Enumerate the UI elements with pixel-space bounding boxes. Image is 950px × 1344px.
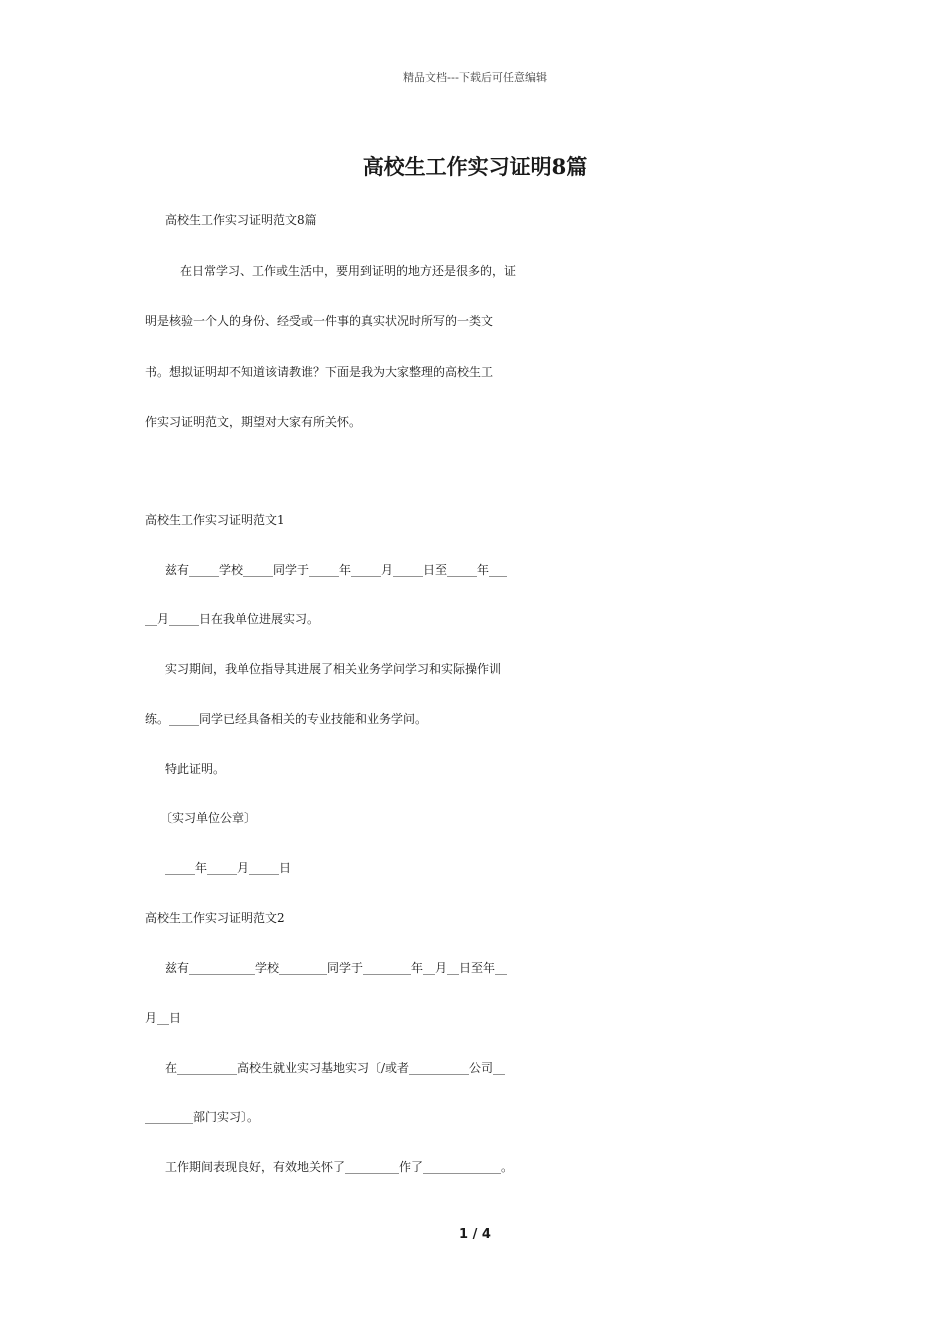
- intro-line-1: 在日常学习、工作或生活中，要用到证明的地方还是很多的，证: [180, 264, 517, 278]
- subtitle-line: 高校生工作实习证明范文8篇: [165, 213, 317, 227]
- section-2-line-2: 月__日: [145, 1011, 182, 1025]
- page-title: 高校生工作实习证明8篇: [362, 154, 588, 179]
- intro-line-4: 作实习证明范文，期望对大家有所关怀。: [145, 415, 362, 429]
- section-1-line-6: 〔实习单位公章〕: [160, 811, 257, 825]
- section-1-date-line: _____年_____月_____日: [165, 861, 292, 875]
- intro-line-2: 明是核验一个人的身份、经受或一件事的真实状况时所写的一类文: [145, 314, 494, 328]
- section-2-heading: 高校生工作实习证明范文2: [145, 911, 285, 925]
- section-1-heading: 高校生工作实习证明范文1: [145, 513, 285, 527]
- section-2-line-5: 工作期间表现良好，有效地关怀了_________作了_____________。: [165, 1160, 514, 1174]
- intro-line-3: 书。想拟证明却不知道该请教谁？下面是我为大家整理的高校生工: [145, 365, 494, 379]
- section-1-line-3: 实习期间，我单位指导其进展了相关业务学问学习和实际操作训: [165, 662, 502, 676]
- section-2-line-4: ________部门实习〕。: [145, 1110, 260, 1124]
- header-note: 精品文档---下载后可任意编辑: [403, 71, 547, 84]
- page-number: 1 / 4: [459, 1227, 491, 1242]
- section-1-line-2: __月_____日在我单位进展实习。: [145, 612, 320, 626]
- section-2-line-3: 在__________高校生就业实习基地实习〔/或者__________公司__: [165, 1061, 506, 1075]
- section-1-line-1: 兹有_____学校_____同学于_____年_____月_____日至_____年___: [165, 563, 508, 577]
- section-1-line-5: 特此证明。: [165, 762, 226, 776]
- section-1-line-4: 练。_____同学已经具备相关的专业技能和业务学问。: [145, 712, 428, 726]
- section-2-line-1: 兹有___________学校________同学于________年__月__日至年__: [165, 961, 508, 975]
